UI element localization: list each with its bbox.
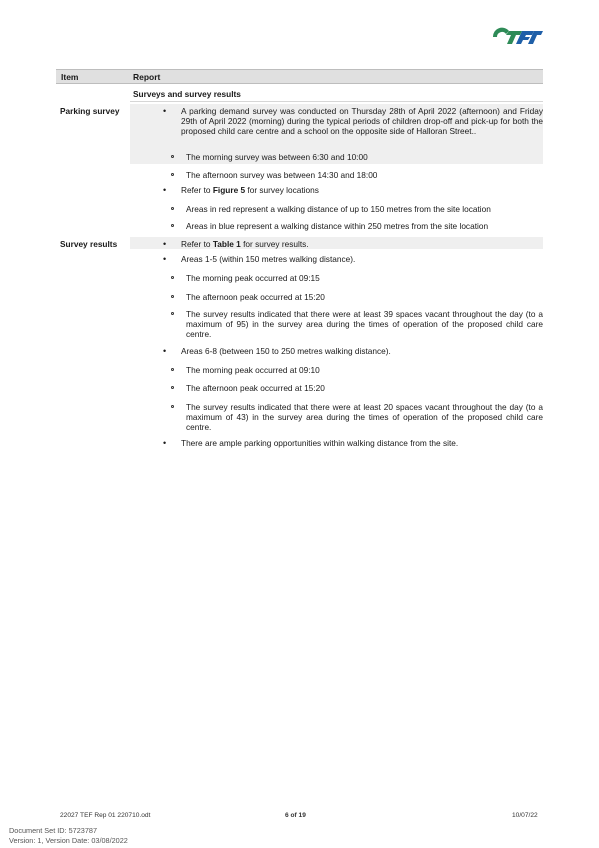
- bullet-dot: •: [163, 185, 167, 195]
- sub-bullet-ring: [171, 368, 174, 371]
- bullet-dot: •: [163, 106, 167, 116]
- header-item: Item: [61, 72, 79, 82]
- results-sub-3b: The afternoon peak occurred at 15:20: [186, 383, 325, 393]
- header-report: Report: [133, 72, 161, 82]
- parking-sub-2b: Areas in blue represent a walking distance within 250 metres from the site location: [186, 221, 489, 231]
- results-sub-2b: The afternoon peak occurred at 15:20: [186, 292, 325, 302]
- tef-logo: [492, 27, 544, 47]
- results-bullet-3: Areas 6-8 (between 150 to 250 metres walking distance).: [181, 346, 391, 356]
- section-divider: [130, 101, 543, 102]
- survey-results-label: Survey results: [60, 239, 118, 249]
- sub-bullet-ring: [171, 224, 174, 227]
- bullet-dot: •: [163, 239, 167, 249]
- results-bullet-4: There are ample parking opportunities within walking distance from the site.: [181, 438, 459, 448]
- results-sub-2c: The survey results indicated that there were at least 39 spaces vacant throughout the day (to a maximum of 95) in the survey area during the times of operation of the proposed child care centre.: [186, 309, 543, 340]
- results-bullet-2: Areas 1-5 (within 150 metres walking distance).: [181, 254, 356, 264]
- section-title: Surveys and survey results: [133, 89, 241, 99]
- sub-bullet-ring: [171, 312, 174, 315]
- results-sub-2a: The morning peak occurred at 09:15: [186, 273, 320, 283]
- parking-bullet-1: A parking demand survey was conducted on Thursday 28th of April 2022 (afternoon) and Friday 29th of April 2022 (morning) during the typical periods of children drop-off and pick-up for both the proposed child care centre and a school on the opposite side of Halloran Street..: [181, 106, 543, 137]
- results-sub-3c: The survey results indicated that there were at least 20 spaces vacant throughout the day (to a maximum of 43) in the survey area during the times of operation of the proposed child care centre.: [186, 402, 543, 433]
- results-sub-3a: The morning peak occurred at 09:10: [186, 365, 320, 375]
- footer-page-number: 6 of 19: [285, 812, 306, 819]
- parking-sub-1a: The morning survey was between 6:30 and 10:00: [186, 152, 368, 162]
- sub-bullet-ring: [171, 155, 174, 158]
- bullet-dot: •: [163, 254, 167, 264]
- footer-date: 10/07/22: [512, 812, 538, 819]
- bullet-dot: •: [163, 438, 167, 448]
- sub-bullet-ring: [171, 207, 174, 210]
- sub-bullet-ring: [171, 295, 174, 298]
- sub-bullet-ring: [171, 386, 174, 389]
- parking-sub-1b: The afternoon survey was between 14:30 and 18:00: [186, 170, 378, 180]
- table-header: [56, 69, 543, 84]
- parking-sub-2a: Areas in red represent a walking distance of up to 150 metres from the site location: [186, 204, 491, 214]
- document-set-id: Document Set ID: 5723787: [9, 826, 98, 835]
- parking-bullet-2: Refer to Figure 5 for survey locations: [181, 185, 319, 195]
- sub-bullet-ring: [171, 405, 174, 408]
- document-version: Version: 1, Version Date: 03/08/2022: [9, 836, 128, 845]
- parking-survey-label: Parking survey: [60, 106, 120, 116]
- sub-bullet-ring: [171, 276, 174, 279]
- footer-doc-ref: 22027 TEF Rep 01 220710.odt: [60, 812, 151, 819]
- results-bullet-1: Refer to Table 1 for survey results.: [181, 239, 309, 249]
- sub-bullet-ring: [171, 173, 174, 176]
- bullet-dot: •: [163, 346, 167, 356]
